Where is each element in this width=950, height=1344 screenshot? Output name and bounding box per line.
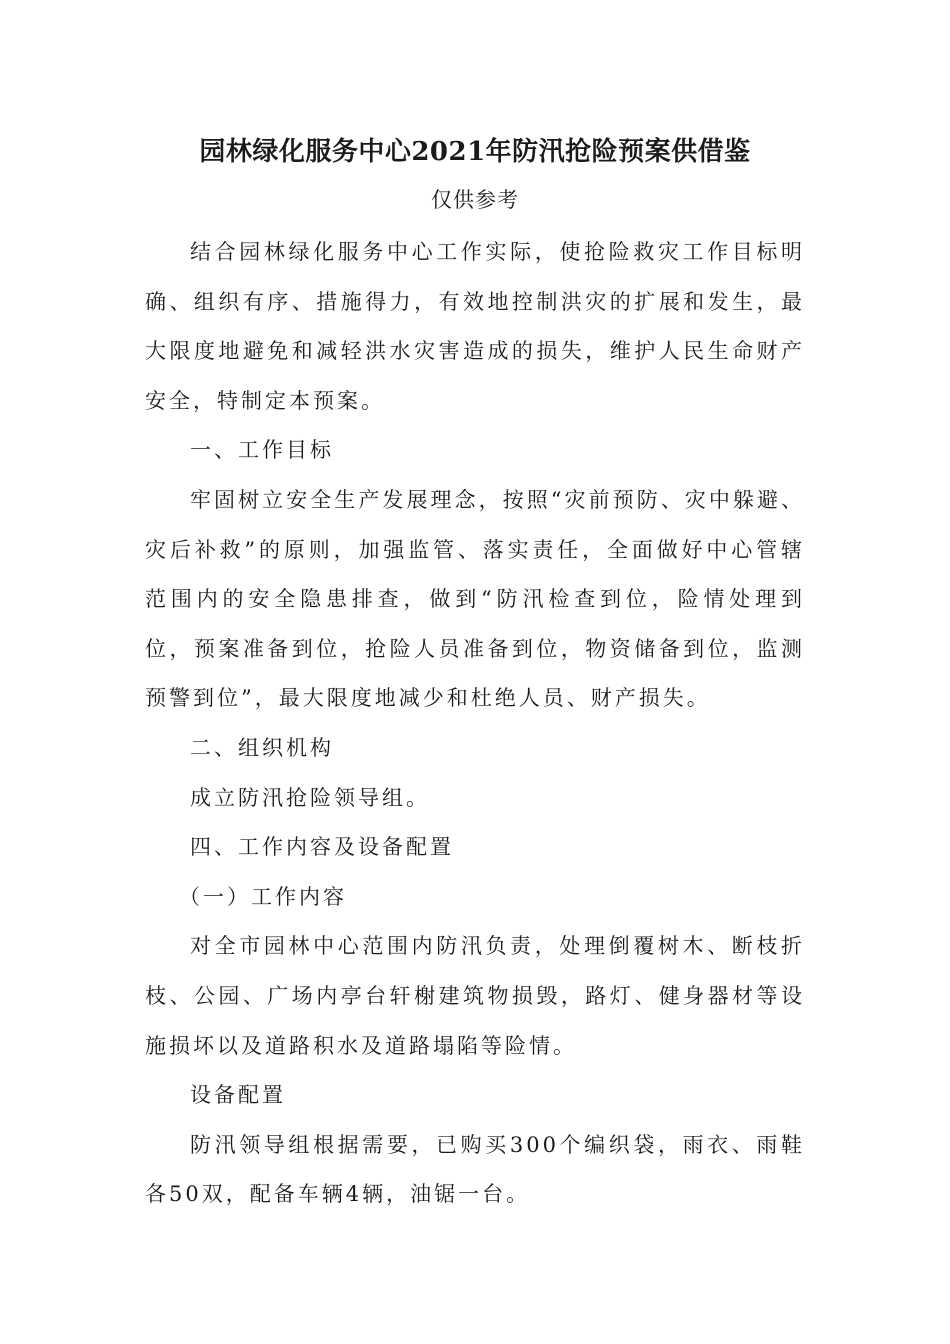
document-title: 园林绿化服务中心2021年防汛抢险预案供借鉴: [199, 137, 751, 167]
intro-paragraph: 结合园林绿化服务中心工作实际，使抢险救灾工作目标明确、组织有序、措施得力，有效地控制洪灾的扩展和发生，最大限度地避免和减轻洪水灾害造成的损失，维护人民生命财产安全，特制定本预案。: [145, 240, 805, 413]
subsection-heading-work-content: （一）工作内容: [179, 884, 347, 909]
document-subtitle: 仅供参考: [431, 188, 519, 212]
document-body: [145, 228, 805, 1220]
section-heading-work-content: 四、工作内容及设备配置: [190, 835, 454, 860]
organization-paragraph: 成立防汛抢险领导组。: [190, 785, 430, 810]
section-heading-goals: 一、工作目标: [190, 438, 334, 463]
equipment-paragraph: 防汛领导组根据需要，已购买300个编织袋，雨衣、雨鞋各50双，配备车辆4辆，油锯一台。: [145, 1132, 805, 1207]
work-content-paragraph: 对全市园林中心范围内防汛负责，处理倒覆树木、断枝折枝、公园、广场内亭台轩榭建筑物损毁，路灯、健身器材等设施损坏以及道路积水及道路塌陷等险情。: [145, 934, 805, 1058]
subsection-heading-equipment: 设备配置: [190, 1083, 286, 1108]
section-heading-organization: 二、组织机构: [190, 735, 334, 760]
goals-paragraph: 牢固树立安全生产发展理念，按照“灾前预防、灾中躲避、灾后补救”的原则，加强监管、落实责任，全面做好中心管辖范围内的安全隐患排查，做到“防汛检查到位，险情处理到位，预案准备到位，抢险人员准备到位，物资储备到位，监测预警到位”，最大限度地减少和杜绝人员、财产损失。: [145, 487, 805, 711]
